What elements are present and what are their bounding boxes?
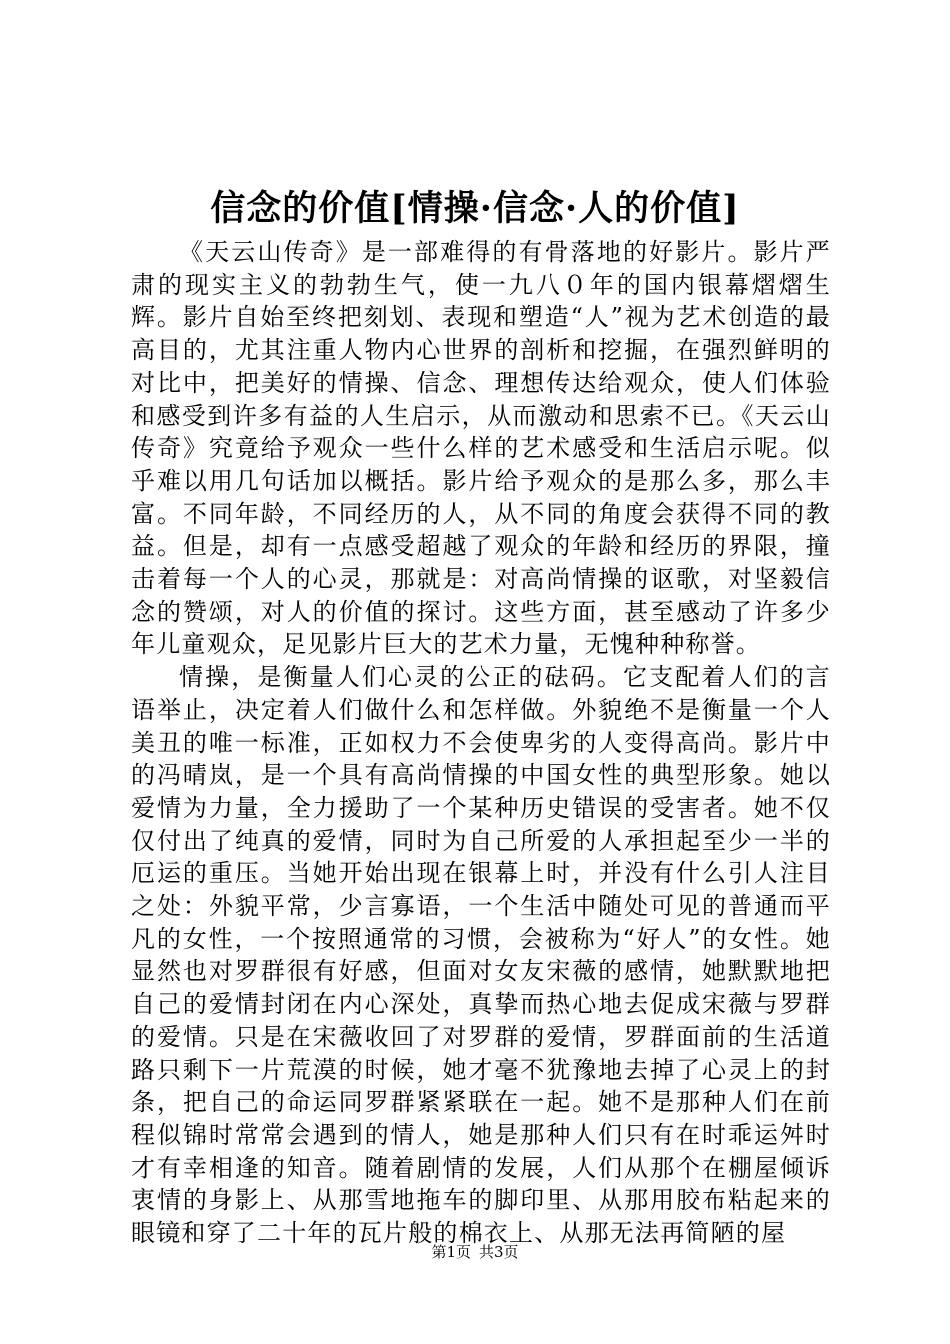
page-footer [0, 1242, 950, 1262]
document-body [131, 236, 831, 1250]
paragraph-1: 《天云山传奇》是一部难得的有骨落地的好影片。影片严肃的现实主义的勃勃生气，使一九八０年的国内银幕熠熠生辉。影片自始至终把刻划、表现和塑造“人”视为艺术创造的最高目的，尤其注重人物内心世界的剖析和挖掘，在强烈鲜明的对比中，把美好的情操、信念、理想传达给观众，使人们体验和感受到许多有益的人生启示，从而激动和思索不已。《天云山传奇》究竟给予观众一些什么样的艺术感受和生活启示呢。似乎难以用几句话加以概括。影片给予观众的是那么多，那么丰富。不同年龄，不同经历的人，从不同的角度会获得不同的教益。但是，却有一点感受超越了观众的年龄和经历的界限，撞击着每一个人的心灵，那就是：对高尚情操的讴歌，对坚毅信念的赞颂，对人的价值的探讨。这些方面，甚至感动了许多少年儿童观众，足见影片巨大的艺术力量，无愧种种称誉。 [131, 238, 831, 659]
page-total: 共3页 [479, 1243, 519, 1261]
document-title: 信念的价值[情操·信念·人的价值] [210, 188, 740, 229]
paragraph-2: 情操，是衡量人们心灵的公正的砝码。它支配着人们的言语举止，决定着人们做什么和怎样做。外貌绝不是衡量一个人美丑的唯一标准，正如权力不会使卑劣的人变得高尚。影片中的冯晴岚，是一个具有高尚情操的中国女性的典型形象。她以爱情为力量，全力援助了一个某种历史错误的受害者。她不仅仅付出了纯真的爱情，同时为自己所爱的人承担起至少一半的厄运的重压。当她开始出现在银幕上时，并没有什么引人注目之处：外貌平常，少言寡语，一个生活中随处可见的普通而平凡的女性，一个按照通常的习惯，会被称为“好人”的女性。她显然也对罗群很有好感，但面对女友宋薇的感情，她默默地把自己的爱情封闭在内心深处，真挚而热心地去促成宋薇与罗群的爱情。只是在宋薇收回了对罗群的爱情，罗群面前的生活道路只剩下一片荒漠的时候，她才毫不犹豫地去掉了心灵上的封条，把自己的命运同罗群紧紧联在一起。她不是那种人们在前程似锦时常常会遇到的情人，她是那种人们只有在时乖运舛时才有幸相逢的知音。随着剧情的发展，人们从那个在棚屋倾诉衷情的身影上、从那雪地拖车的脚印里、从那用胶布粘起来的眼镜和穿了二十年的瓦片般的棉衣上、从那无法再简陋的屋 [131, 663, 831, 1248]
page-number: 第1页 [431, 1243, 471, 1261]
